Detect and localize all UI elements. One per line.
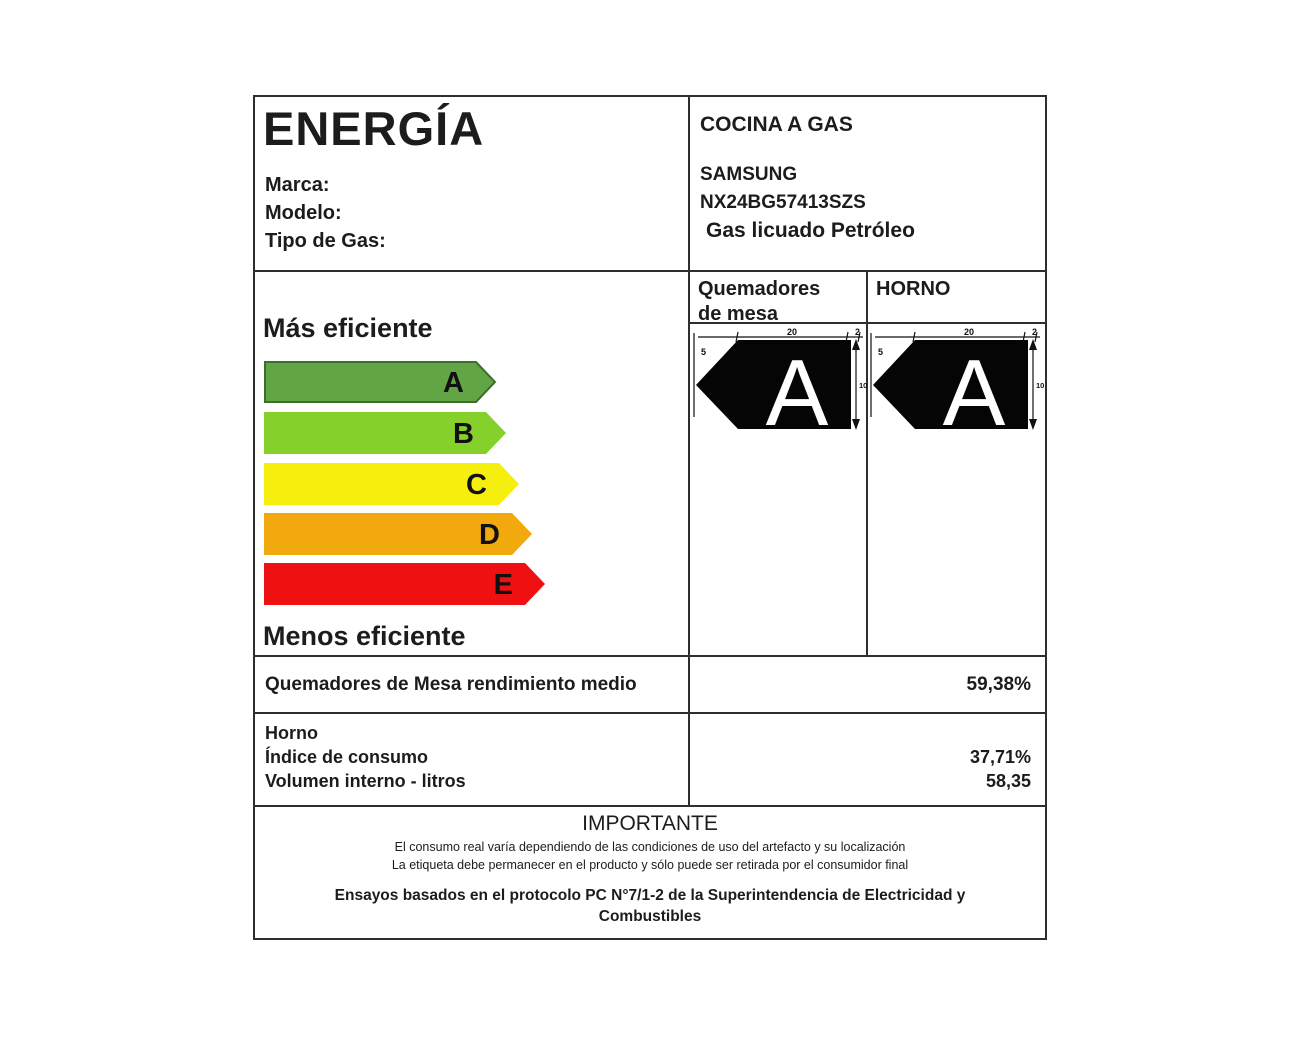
burners-rating-arrow: [692, 324, 868, 442]
grade-bar-d: [264, 513, 534, 555]
burners-result-value: 59,38%: [966, 673, 1031, 695]
oven-value-spacer: [690, 721, 1031, 745]
oven-dim-width: 20: [963, 327, 975, 337]
burners-column-header-line1: Quemadores: [698, 278, 821, 300]
grade-bar-a-letter: A: [443, 367, 464, 399]
oven-dim-corner: 2: [1032, 327, 1038, 337]
oven-column-header-line1: HORNO: [876, 278, 951, 300]
oven-label-line3: Volumen interno - litros: [265, 771, 466, 791]
important-line2: La etiqueta debe permanecer en el producto y sólo puede ser retirada por el consumidor final: [391, 858, 909, 872]
oven-dim-height: 10: [1036, 381, 1045, 390]
oven-label-line2: Índice de consumo: [265, 747, 429, 767]
important-section: [255, 807, 1045, 927]
oven-volume-value: 58,35: [985, 771, 1031, 791]
oven-rating-arrow: [869, 324, 1045, 442]
product-gas-type: Gas licuado Petróleo: [706, 219, 915, 242]
grade-bar-a: [264, 361, 498, 403]
energy-label: [253, 95, 1047, 940]
burners-dim-width: 20: [786, 327, 798, 337]
grade-bar-c-letter: C: [466, 469, 487, 501]
field-modelo: Modelo:: [265, 202, 342, 224]
burners-dim-corner: 2: [855, 327, 861, 337]
oven-column-header: [876, 277, 1036, 302]
grade-bar-c: [264, 463, 521, 505]
burners-grade-letter: A: [765, 340, 829, 442]
page-title: ENERGÍA: [263, 102, 485, 155]
burners-dim-height: 10: [859, 381, 868, 390]
oven-grade-letter: A: [942, 340, 1006, 442]
oven-dim-tip: 5: [878, 347, 884, 357]
product-model: NX24BG57413SZS: [700, 192, 866, 213]
important-line1: El consumo real varía dependiendo de las condiciones de uso del artefacto y su localización: [394, 840, 906, 854]
grade-bar-b: [264, 412, 508, 454]
oven-result-values: [690, 721, 1031, 793]
oven-label-line1: Horno: [265, 723, 318, 743]
burners-dim-arrow-down: [852, 419, 860, 430]
important-title: IMPORTANTE: [582, 812, 718, 835]
product-brand: SAMSUNG: [700, 164, 798, 185]
product-type: COCINA A GAS: [700, 113, 853, 136]
divider-burners-row: [255, 712, 1045, 714]
grade-bar-e: [264, 563, 547, 605]
burners-column-header: [698, 277, 863, 327]
field-tipo-gas: Tipo de Gas:: [265, 230, 386, 252]
important-footer: Ensayos basados en el protocolo PC N°7/1-2 de la Superintendencia de Electricidad y Combustibles: [334, 887, 966, 925]
oven-result-labels: [265, 721, 466, 793]
burners-dim-tip: 5: [701, 347, 707, 357]
grade-bar-e-letter: E: [493, 569, 513, 601]
oven-consumption-value: 37,71%: [969, 747, 1031, 767]
burners-column-header-line2: de mesa: [698, 303, 779, 325]
burners-result-label: Quemadores de Mesa rendimiento medio: [265, 673, 637, 695]
grade-bar-d-letter: D: [479, 519, 500, 551]
field-labels: [265, 171, 386, 255]
more-efficient-label: Más eficiente: [263, 313, 433, 343]
field-marca: Marca:: [265, 174, 330, 196]
grade-bar-b-letter: B: [453, 418, 474, 450]
less-efficient-label: Menos eficiente: [263, 621, 466, 651]
oven-dim-arrow-down: [1029, 419, 1037, 430]
divider-header-bottom: [255, 270, 1045, 272]
